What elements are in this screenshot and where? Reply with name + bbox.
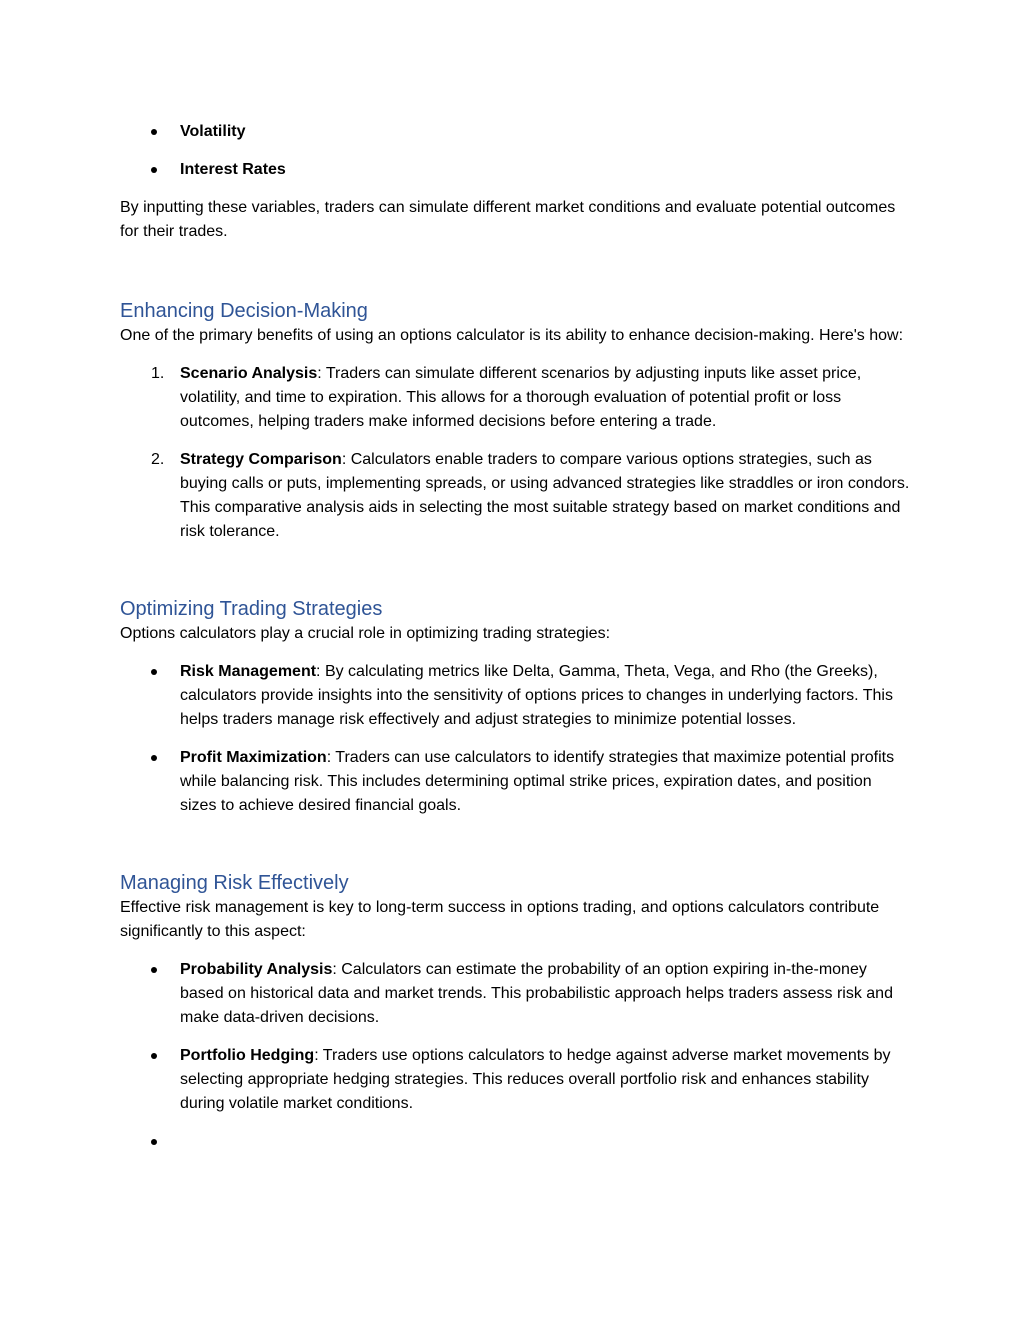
list-item-bold: Probability Analysis xyxy=(180,961,333,978)
list-item-bold: Portfolio Hedging xyxy=(180,1047,315,1064)
list-item xyxy=(120,362,910,434)
list-item xyxy=(120,660,910,732)
list-item-bold: Interest Rates xyxy=(180,161,286,178)
top-bullet-list xyxy=(120,120,910,182)
section-paragraph: One of the primary benefits of using an options calculator is its ability to enhance decision-making. Here's how: xyxy=(120,327,904,344)
section-paragraph: Effective risk management is key to long-term success in options trading, and options calculators contribute significantly to this aspect: xyxy=(120,899,880,940)
list-item xyxy=(120,1130,910,1154)
section-heading-managing-risk: Managing Risk Effectively xyxy=(120,872,349,894)
list-item-bold: Risk Management xyxy=(180,663,317,680)
list-item-bold: Profit Maximization xyxy=(180,749,327,766)
bullet-list xyxy=(120,660,910,818)
list-item-text: : Traders use options calculators to hedge against adverse market movements by selecting appropriate hedging strategies. This reduces overall portfolio risk and enhances stability during volatile market conditions. xyxy=(180,1047,891,1112)
list-item-text: : By calculating metrics like Delta, Gamma, Theta, Vega, and Rho (the Greeks), calculators provide insights into the sensitivity of options prices to changes in underlying factors. This helps traders manage risk effectively and adjust strategies to minimize potential losses. xyxy=(180,663,893,728)
numbered-list xyxy=(120,362,910,544)
list-item xyxy=(120,448,910,544)
section-paragraph: Options calculators play a crucial role in optimizing trading strategies: xyxy=(120,625,611,642)
list-item xyxy=(120,1044,910,1116)
list-item-bold: Scenario Analysis xyxy=(180,365,318,382)
bullet-list xyxy=(120,958,910,1154)
list-item-text: : Traders can simulate different scenarios by adjusting inputs like asset price, volatility, and time to expiration. This allows for a thorough evaluation of potential profit or loss outcomes, helping traders make informed decisions before entering a trade. xyxy=(180,365,862,430)
list-item xyxy=(120,746,910,818)
section-heading-decision-making: Enhancing Decision-Making xyxy=(120,300,368,322)
list-item xyxy=(120,120,910,144)
section-heading-optimizing-strategies: Optimizing Trading Strategies xyxy=(120,598,383,620)
list-item xyxy=(120,158,910,182)
list-number: 1. xyxy=(151,365,165,382)
list-item-bold: Volatility xyxy=(180,123,246,140)
list-item-text: : Traders can use calculators to identify strategies that maximize potential profits while balancing risk. This includes determining optimal strike prices, expiration dates, and position sizes to achieve desired financial goals. xyxy=(180,749,895,814)
document-body xyxy=(120,120,910,1154)
list-item-bold: Strategy Comparison xyxy=(180,451,342,468)
list-item xyxy=(120,958,910,1030)
intro-paragraph: By inputting these variables, traders can simulate different market conditions and evaluate potential outcomes for their trades. xyxy=(120,199,896,240)
list-item-text: : Calculators enable traders to compare various options strategies, such as buying calls or puts, implementing spreads, or using advanced strategies like straddles or iron condors. This comparative analysis aids in selecting the most suitable strategy based on market conditions and risk tolerance. xyxy=(180,451,910,540)
list-item-text: : Calculators can estimate the probability of an option expiring in-the-money based on historical data and market trends. This probabilistic approach helps traders assess risk and make data-driven decisions. xyxy=(180,961,893,1026)
list-number: 2. xyxy=(151,451,165,468)
